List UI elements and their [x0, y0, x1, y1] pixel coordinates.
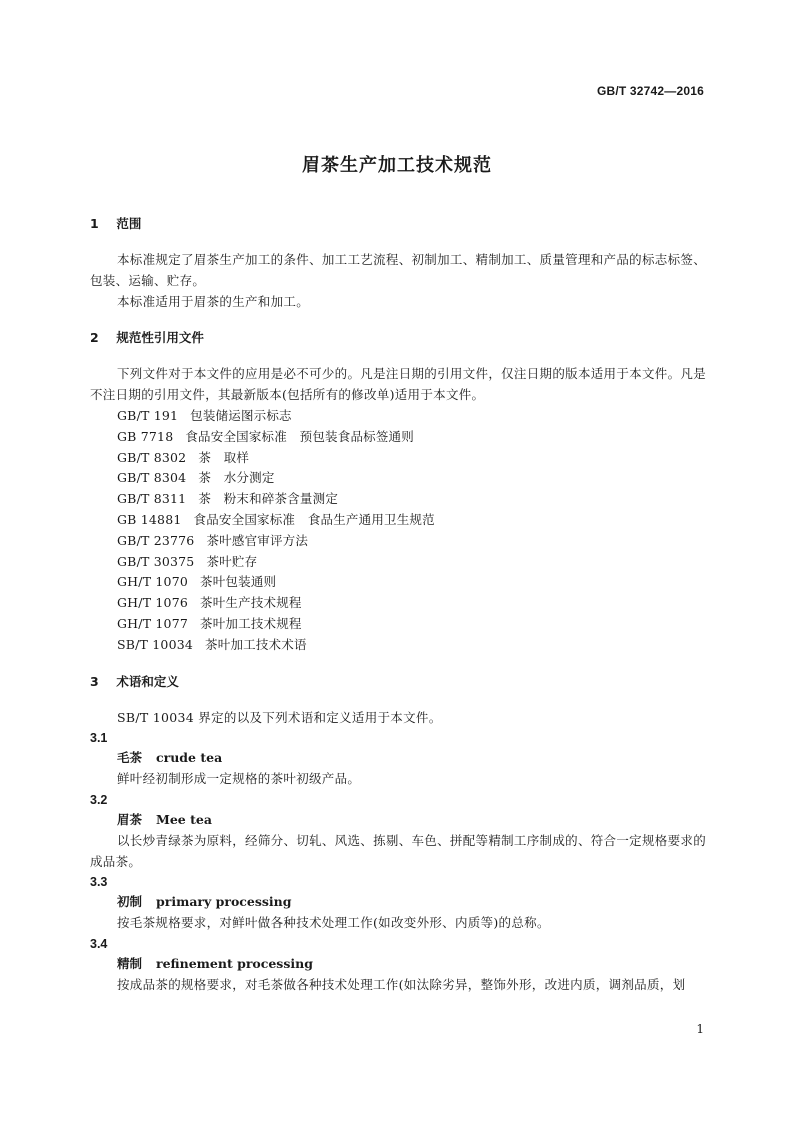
- reference-item: [90, 614, 706, 635]
- document-body: [90, 214, 706, 996]
- reference-title: 茶叶感官审评方法: [206, 532, 309, 548]
- scope-paragraph: 本标准适用于眉茶的生产和加工。: [117, 293, 310, 309]
- reference-item: [90, 593, 706, 614]
- document-title: 眉茶生产加工技术规范: [302, 155, 492, 176]
- reference-item: [90, 552, 706, 573]
- reference-code: GH/T 1077: [117, 615, 189, 631]
- term-en: Mee tea: [156, 811, 212, 827]
- reference-code: GB/T 191: [117, 407, 179, 423]
- term-en: crude tea: [156, 750, 223, 766]
- term-zh: 眉茶: [117, 811, 143, 827]
- term-zh: 毛茶: [117, 750, 143, 766]
- reference-code: SB/T 10034: [117, 636, 194, 652]
- term-zh: 精制: [117, 955, 143, 971]
- section-title: 范围: [116, 216, 142, 231]
- references-intro: 下列文件对于本文件的应用是必不可少的。凡是注日期的引用文件，仅注日期的版本适用于本文件。凡是不注日期的引用文件，其最新版本(包括所有的修改单)适用于本文件。: [90, 366, 706, 403]
- section-number: 2: [90, 330, 99, 346]
- term-definition: 按毛茶规格要求，对鲜叶做各种技术处理工作(如改变外形、内质等)的总称。: [117, 915, 550, 931]
- section-title: 术语和定义: [116, 673, 179, 689]
- reference-title: 茶叶贮存: [206, 553, 258, 569]
- term-name: [90, 748, 706, 769]
- page-number: 1: [696, 1022, 704, 1036]
- section-heading-terms: [90, 672, 706, 692]
- section-heading-scope: [90, 214, 706, 234]
- reference-title: 食品安全国家标准 预包装食品标签通则: [185, 428, 414, 444]
- term-definition: 鲜叶经初制形成一定规格的茶叶初级产品。: [117, 771, 361, 787]
- reference-item: [90, 531, 706, 552]
- term-name: [90, 892, 706, 913]
- scope-paragraph: 本标准规定了眉茶生产加工的条件、加工工艺流程、初制加工、精制加工、质量管理和产品的标志标签、包装、运输、贮存。: [90, 252, 706, 288]
- reference-item: [90, 489, 706, 510]
- reference-item: [90, 468, 706, 489]
- reference-item: [90, 406, 706, 427]
- term-en: primary processing: [156, 894, 292, 910]
- reference-title: 茶 水分测定: [198, 470, 275, 486]
- term-definition: 以长炒青绿茶为原料，经筛分、切轧、风选、拣剔、车色、拼配等精制工序制成的、符合一定规格要求的成品茶。: [90, 832, 706, 869]
- reference-item: [90, 635, 706, 656]
- reference-code: GB/T 30375: [117, 553, 195, 569]
- reference-title: 茶 取样: [198, 449, 250, 465]
- section-number: 1: [90, 216, 99, 231]
- reference-title: 茶叶生产技术规程: [200, 595, 302, 611]
- term-number: 3.2: [90, 792, 108, 807]
- terms-intro: SB/T 10034 界定的以及下列术语和定义适用于本文件。: [117, 709, 442, 725]
- reference-code: GB 7718: [117, 428, 174, 444]
- term-number: 3.1: [90, 731, 108, 746]
- reference-title: 茶叶包装通则: [200, 574, 277, 590]
- section-number: 3: [90, 673, 99, 689]
- term-name: [90, 810, 706, 831]
- reference-code: GB 14881: [117, 511, 182, 527]
- reference-code: GB/T 8304: [117, 470, 187, 486]
- term-zh: 初制: [117, 894, 143, 910]
- section-title: 规范性引用文件: [116, 330, 204, 346]
- term-number: 3.3: [90, 875, 108, 890]
- term-en: refinement processing: [156, 955, 313, 971]
- reference-item: [90, 448, 706, 469]
- reference-code: GH/T 1070: [117, 574, 189, 590]
- reference-code: GB/T 8311: [117, 491, 187, 507]
- standard-code: GB/T 32742—2016: [596, 84, 704, 98]
- reference-item: [90, 510, 706, 531]
- reference-code: GH/T 1076: [117, 595, 189, 611]
- reference-title: 食品安全国家标准 食品生产通用卫生规范: [193, 511, 435, 527]
- reference-code: GB/T 8302: [117, 449, 187, 465]
- term-number: 3.4: [90, 936, 108, 951]
- reference-item: [90, 572, 706, 593]
- term-name: [90, 954, 706, 975]
- reference-title: 茶叶加工技术术语: [205, 636, 307, 652]
- section-heading-references: [90, 328, 706, 348]
- reference-title: 茶 粉末和碎茶含量测定: [198, 491, 339, 507]
- reference-title: 茶叶加工技术规程: [200, 615, 302, 631]
- reference-item: [90, 427, 706, 448]
- term-definition: 按成品茶的规格要求，对毛茶做各种技术处理工作(如汰除劣异，整饰外形，改进内质，调剂品质，划: [117, 976, 686, 992]
- reference-code: GB/T 23776: [117, 532, 195, 548]
- reference-title: 包装储运图示标志: [190, 407, 292, 423]
